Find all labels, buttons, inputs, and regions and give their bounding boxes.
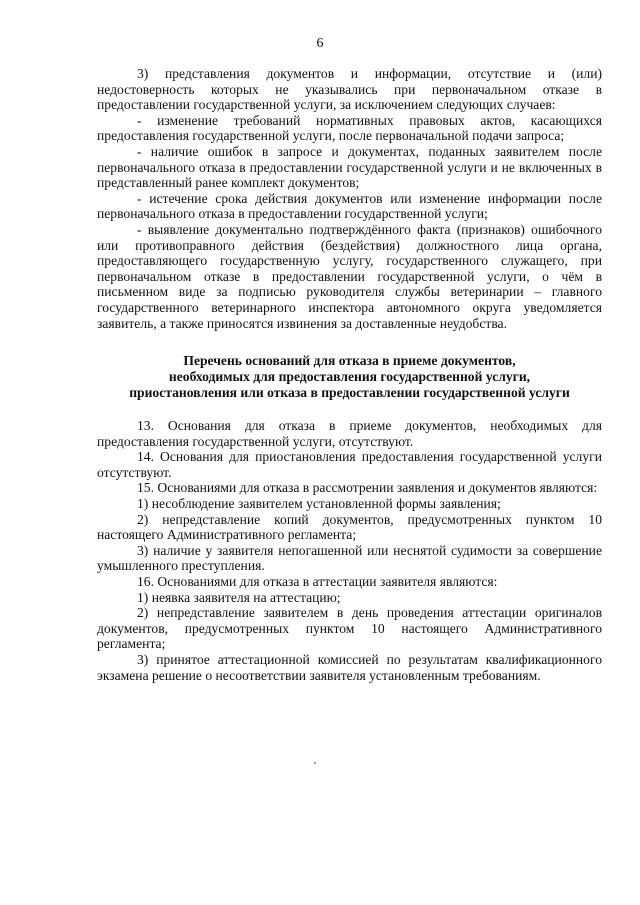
section-heading [97, 353, 602, 401]
page-number: 6 [316, 36, 324, 51]
paragraph: 14. Основания для приостановления предоставления государственной услуги отсутствуют. [97, 449, 602, 480]
paragraph: 3) принятое аттестационной комиссией по результатам квалификационного экзамена решение о несоответствии заявителя установленным требованиям. [97, 651, 602, 683]
paragraph: 3) наличие у заявителя непогашенной или неснятой судимости за совершение умышленного преступления. [97, 542, 602, 574]
paragraph: 2) непредставление копий документов, предусмотренных пунктом 10 настоящего Административного регламента; [97, 511, 602, 543]
paragraph: - выявление документально подтверждённого факта (признаков) ошибочного или противоправного действия (бездействия) должностного лица органа, предоставляющего государственную услугу, государственного служащего, при первоначальном отказе в предоставлении государственной услуги, о чём в письменном виде за подписью руководителя службы ветеринарии – главного государственного ветеринарного инспектора автономного округа уведомляется заявитель, а также приносятся извинения за доставленные неудобства. [97, 221, 602, 331]
paragraph: 1) несоблюдение заявителем установленной формы заявления; [137, 495, 501, 511]
paragraph: - наличие ошибок в запросе и документах, поданных заявителем после первоначального отказа в предоставлении государственной услуги и не включенных в представленный ранее комплект документов; [97, 143, 602, 191]
section-grounds [97, 418, 602, 683]
paragraph: - изменение требований нормативных правовых актов, касающихся предоставления государственной услуги, после первоначальной подачи запроса; [97, 112, 602, 144]
paragraph: 1) неявка заявителя на аттестацию; [137, 589, 341, 605]
paragraph: 2) непредставление заявителем в день проведения аттестации оригиналов документов, предусмотренных пунктом 10 настоящего Административного регламента; [97, 605, 602, 652]
paragraph: 16. Основаниями для отказа в аттестации заявителя являются: [137, 573, 498, 589]
paragraph: 3) представления документов и информации, отсутствие и (или) недостоверность которых не указывались при первоначальном отказе в предоставлении государственной услуги, за исключением следующих случаев: [97, 66, 602, 113]
section-exceptions [97, 66, 602, 331]
heading-line: приостановления или отказа в предоставлении государственной услуги [129, 385, 570, 400]
heading-line: Перечень оснований для отказа в приеме документов, [183, 353, 516, 368]
paragraph: - истечение срока действия документов или изменение информации после первоначального отказа в предоставлении государственной услуги; [97, 190, 602, 222]
paragraph: 13. Основания для отказа в приеме документов, необходимых для предоставления государственной услуги, отсутствуют. [97, 418, 602, 449]
heading-line: необходимых для предоставления государственной услуги, [168, 369, 531, 384]
scan-speck [314, 762, 316, 764]
paragraph: 15. Основаниями для отказа в рассмотрении заявления и документов являются: [137, 480, 598, 496]
